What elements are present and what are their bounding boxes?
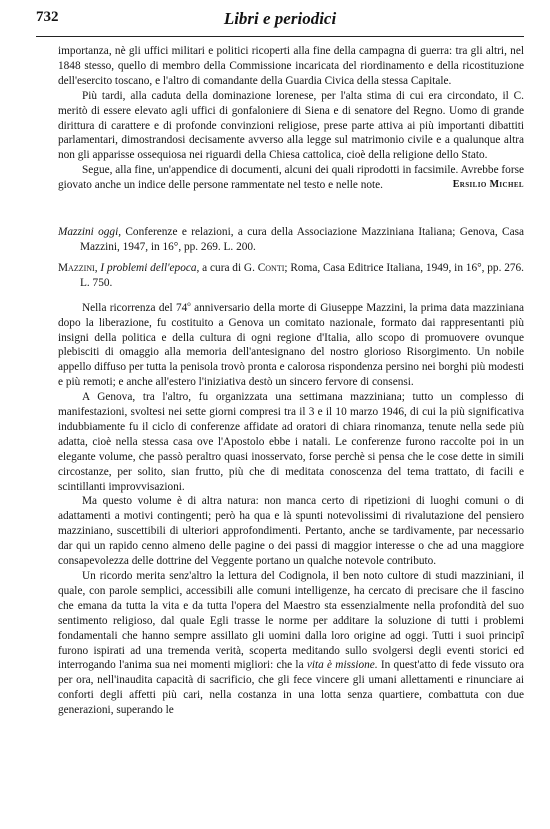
bib1-title: Mazzini oggi, — [58, 226, 122, 239]
review1-paragraph-2: Più tardi, alla caduta della dominazione lorenese, per l'alta stima di cui era circondato, il C. meritò di essere elevato agli uffici di gonfaloniere di Siena e di senatore del Regno. Uomo di grande dirittura di carattere e di profonde convinzioni religiose, prese parte attiva ai più importanti dibattiti parlamentari, dimostrandosi decisamente avverso alla legge sul matrimonio civile e a qualunque altra non gli apparisse ossequiosa nei riguardi della Chiesa cattolica, cioè della religione dello Stato. — [58, 89, 524, 162]
page-header — [36, 9, 524, 31]
review2-paragraph-2: A Genova, tra l'altro, fu organizzata una settimana mazziniana; tutto un complesso di manifestazioni, svoltesi nei sette giorni compresi tra il 3 e il 10 marzo 1946, di cui la più significativa indubbiamente fu il ciclo di conferenze affidate ad oratori di chiara rinomanza, tenute nella sede più adatta, cioè nella stessa casa ove l'Apostolo ebbe i natali. Le conferenze furono raccolte poi in un elegante volume, che passò peraltro quasi inosservato, forse perchè si pensa che le cose dette in simili circostanze, per solito, sian frutto, più che di meditata conoscenza del tema trattato, di facili e scintillanti improvvisazioni. — [58, 391, 524, 493]
bibliographic-entry-1 — [58, 225, 524, 255]
running-title: Libri e periodici — [223, 9, 337, 28]
bib2-details: Roma, Casa Editrice Italiana, 1949, in 16°, pp. 276. L. 750. — [80, 261, 525, 289]
bib2-title: I problemi dell'epoca, — [100, 261, 200, 274]
bib2-mid: a cura di G. — [199, 261, 258, 274]
review2-paragraph-3: Ma questo volume è di altra natura: non manca certo di ripetizioni di luoghi comuni o di adattamenti a motivi contingenti; però ha qua e là spunti notevolissimi di rivalutazione del pensiero mazziniano, suscettibili di ulteriori approfondimenti. Pertanto, anche se tardivamente, par necessario dar qui un rapido cenno almeno delle pagine o dei passi di maggior interesse o che ad una maggiore consapevolezza delle dottrine del Veggente portano un qualche notevole contributo. — [58, 495, 524, 568]
page-number: 732 — [36, 9, 59, 25]
review2-p4-start: Un ricordo merita senz'altro la lettura del Codignola, il ben noto cultore di studi mazziniani, il quale, con parole semplici, accessibili alle comuni intelligenze, ha cercato di precisare che il fascino che emana da tutta la vita e da tutta l'opera del Maestro sta essenzialmente nella profondità del suo sentimento religioso, dal quale Egli trasse le norme per additare la soluzione di tutti i problemi fondamentali che hanno sempre assillato gli uomini dalla loro origine ad oggi. Tutti i suoi principî furono ispirati ad una tremenda verità, scoperta meditando sullo svolgersi degli eventi storici ed interrogando l'anima sua nei momenti migliori: che la — [58, 570, 524, 672]
review1-paragraph-1: importanza, nè gli uffici militari e politici ricoperti alla fine della campagna di guerra: tra gli altri, nel 1848 stesso, quello di membro della Commissione incaricata del riordinamento e della ricostituzione dell'esercito toscano, e l'altro di comandante della Guardia Civica della stessa Capitale. — [58, 45, 524, 87]
bibliographic-entry-2 — [58, 261, 524, 291]
review2-paragraph-1 — [58, 301, 524, 390]
page-body — [58, 44, 524, 718]
review2-p1-rest: anniversario della morte di Giuseppe Mazzini, la prima data mazziniana dopo la liberazione, fu costituito a Genova un comitato nazionale, formato dai rappresentanti più insigni della politica e della cultura di ogni regione d'Italia, allo scopo di promuovere ovunque plebisciti di omaggio alla memoria dell'antesignano del nostro glorioso Risorgimento. Un nobile appello diffuso per tutta la penisola trovò pronta e calorosa rispondenza persino nei borghi più modesti e più remoti; e anche all'estero l'iniziativa destò un sincero fervore di consensi. — [58, 301, 525, 389]
bib2-editor: Conti; — [257, 261, 288, 274]
review1-paragraph-3: Segue, alla fine, un'appendice di documenti, alcuni dei quali riprodotti in facsimile. Avrebbe forse giovato anche un indice delle persone rammentate nel testo e nelle note. — [58, 164, 524, 192]
header-rule — [36, 36, 524, 37]
bib2-author: Mazzini, — [58, 261, 98, 274]
review1-signature: Ersilio Michel — [452, 179, 524, 191]
bib1-details: Conferenze e relazioni, a cura della Associazione Mazziniana Italiana; Genova, Casa Mazzini, 1947, in 16°, pp. 269. L. 200. — [80, 226, 524, 253]
review2-p4-rest: In quest'atto di fede vissuto ora per ora, nell'inaudita capacità di sacrificio, che gli fece vincere gli umani allettamenti e rinunciare ai conforti degli affetti più cari, nella costanza in una lotta senza quartiere, combattuta con due generazioni, superando le — [58, 659, 525, 717]
review2-p1-start: Nella ricorrenza del 74 — [82, 301, 188, 314]
review2-paragraph-4 — [58, 569, 524, 718]
ordinal-superscript: o — [187, 299, 191, 308]
review2-p4-emphasis: vita è missione. — [306, 659, 378, 672]
